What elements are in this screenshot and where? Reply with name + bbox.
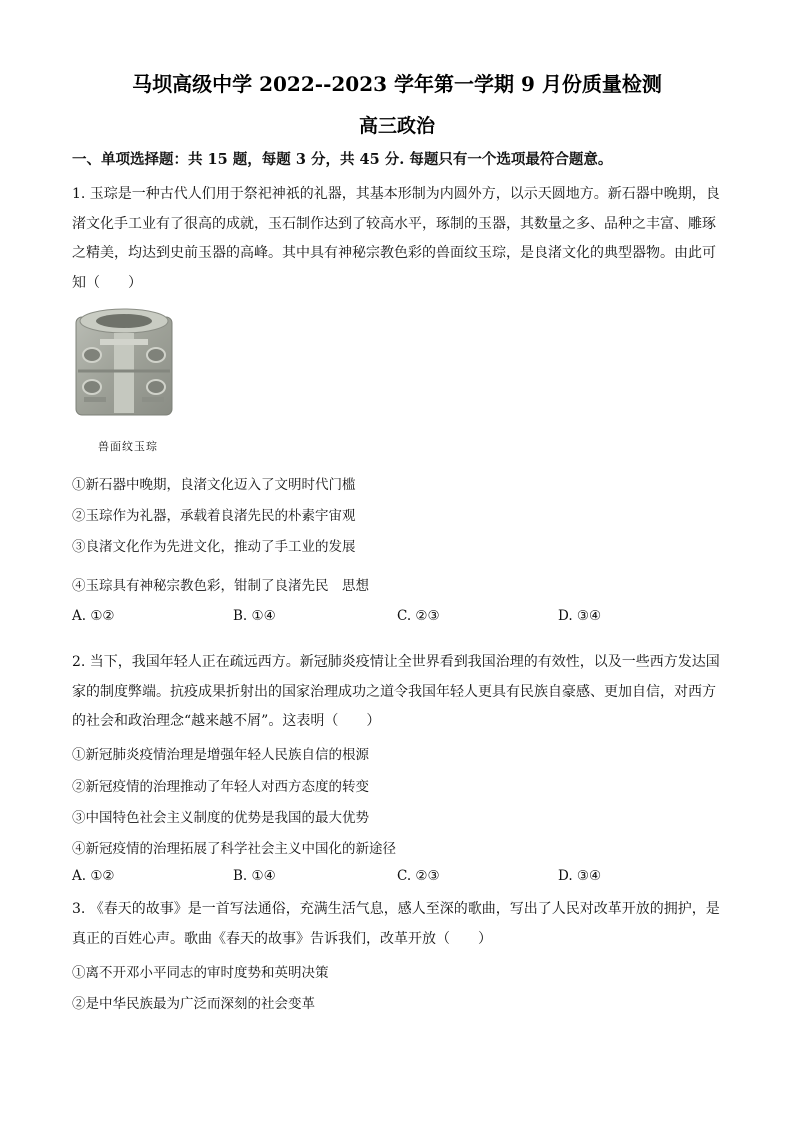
q2-statement-1: ①新冠肺炎疫情治理是增强年轻人民族自信的根源 bbox=[72, 747, 369, 763]
q3-statement-2: ②是中华民族最为广泛而深刻的社会变革 bbox=[72, 996, 315, 1012]
q2-statement-2: ②新冠疫情的治理推动了年轻人对西方态度的转变 bbox=[72, 779, 369, 795]
q2-statement-4: ④新冠疫情的治理拓展了科学社会主义中国化的新途径 bbox=[72, 841, 396, 857]
q1-statement-2: ②玉琮作为礼器，承载着良渚先民的朴素宇宙观 bbox=[72, 508, 356, 524]
question-2-stem: 2. 当下，我国年轻人正在疏远西方。新冠肺炎疫情让全世界看到我国治理的有效性，以及一些西方发达国家的制度弊端。抗疫成果折射出的国家治理成功之道令我国年轻人更具有民族自豪感、更加自信，对西方的社会和政治理念“越来越不屑”。这表明（ ） bbox=[72, 654, 720, 729]
q3-statement-1: ①离不开邓小平同志的审时度势和英明决策 bbox=[72, 965, 329, 981]
q1-option-d[interactable]: D. ③④ bbox=[558, 608, 602, 624]
jade-cong-image bbox=[72, 305, 176, 420]
q1-option-c[interactable]: C. ②③ bbox=[397, 608, 440, 624]
q1-statement-1: ①新石器中晚期，良渚文化迈入了文明时代门槛 bbox=[72, 477, 356, 493]
exam-subtitle: 高三政治 bbox=[358, 115, 435, 137]
q2-option-c[interactable]: C. ②③ bbox=[397, 868, 440, 884]
q1-option-a[interactable]: A. ①② bbox=[72, 608, 115, 624]
q2-statement-3: ③中国特色社会主义制度的优势是我国的最大优势 bbox=[72, 810, 369, 826]
exam-title: 马坝高级中学 2022--2023 学年第一学期 9 月份质量检测 bbox=[132, 72, 662, 96]
jade-cong-illustration bbox=[72, 305, 176, 420]
q2-option-b[interactable]: B. ①④ bbox=[233, 868, 276, 884]
question-3-stem: 3. 《春天的故事》是一首写法通俗，充满生活气息，感人至深的歌曲，写出了人民对改革开放的拥护，是真正的百姓心声。歌曲《春天的故事》告诉我们，改革开放（ ） bbox=[72, 901, 720, 947]
section-heading: 一、单项选择题：共 15 题，每题 3 分，共 45 分. 每题只有一个选项最符合题意。 bbox=[72, 151, 613, 168]
q2-option-a[interactable]: A. ①② bbox=[72, 868, 115, 884]
q1-statement-4: ④玉琮具有神秘宗教色彩，钳制了良渚先民 思想 bbox=[72, 578, 369, 594]
q1-option-b[interactable]: B. ①④ bbox=[233, 608, 276, 624]
figure-caption: 兽面纹玉琮 bbox=[98, 440, 158, 453]
question-1-stem: 1. 玉琮是一种古代人们用于祭祀神祇的礼器，其基本形制为内圆外方，以示天圆地方。新石器中晚期，良渚文化手工业有了很高的成就，玉石制作达到了较高水平，琢制的玉器，其数量之多、品种之丰富、雕琢之精美，均达到史前玉器的高峰。其中具有神秘宗教色彩的兽面纹玉琮，是良渚文化的典型器物。由此可知（ ） bbox=[72, 186, 720, 291]
q2-option-d[interactable]: D. ③④ bbox=[558, 868, 602, 884]
q1-statement-3: ③良渚文化作为先进文化，推动了手工业的发展 bbox=[72, 539, 356, 555]
